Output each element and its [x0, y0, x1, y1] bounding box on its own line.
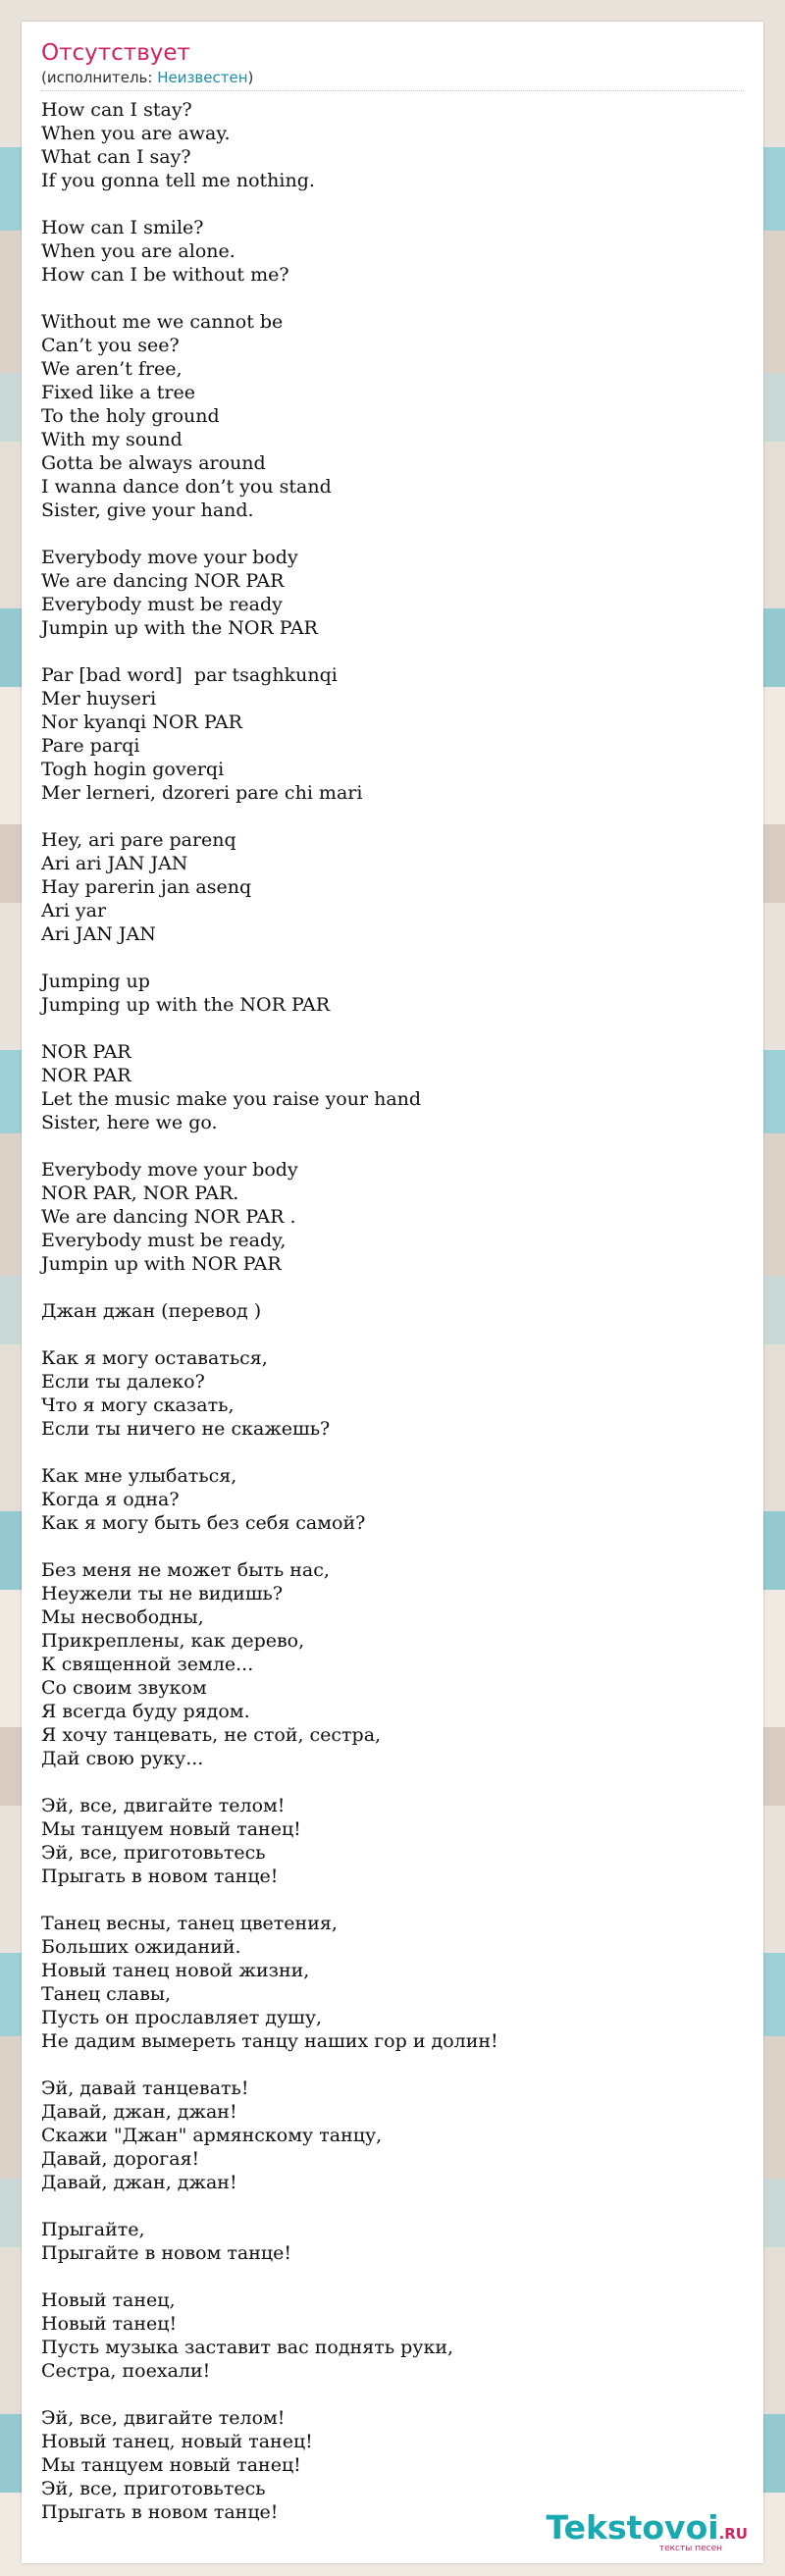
artist-line — [41, 69, 744, 86]
lyrics-card — [22, 22, 763, 2563]
artist-link[interactable]: Неизвестен — [157, 69, 248, 86]
artist-prefix: (исполнитель: — [41, 69, 158, 86]
logo-name: Tekstovoi — [546, 2508, 719, 2547]
header-divider — [41, 90, 744, 91]
site-logo[interactable] — [547, 2510, 748, 2553]
logo-suffix: .RU — [718, 2525, 748, 2543]
logo-tagline: тексты песен — [658, 2544, 722, 2553]
artist-suffix: ) — [247, 69, 254, 86]
song-title: Отсутствует — [41, 40, 190, 66]
song-header — [41, 39, 744, 91]
lyrics-text: How can I stay? When you are away. What can I say? If you gonna tell me nothing. How can I smile? When you are alone. How can I be without me? Without me we cannot be Can’t you see? We aren’t free, Fixed like a tree To the holy ground With my sound Gotta be always around I wanna dance don’t you stand Sister, give your hand. Everybody move your body We are dancing NOR PAR Everybody must be ready Jumpin up with the NOR PAR Par [bad word] par tsaghkunqi Mer huyseri Nor kyanqi NOR PAR Pare parqi Togh hogin goverqi Mer lerneri, dzoreri pare chi mari Hey, ari pare parenq Ari ari JAN JAN Hay parerin jan asenq Ari yar Ari JAN JAN Jumping up Jumping up with the NOR PAR NOR PAR NOR PAR Let the music make you raise your hand Sister, here we go. Everybody move your body NOR PAR, NOR PAR. We are dancing NOR PAR . Everybody must be ready, Jumpin up with NOR PAR Джан джан (перевод ) Как я могу оставаться, Если ты далеко? Что я могу сказать, Если ты ничего не скажешь? Как мне улыбаться, Когда я одна? Как я могу быть без себя самой? Без меня не может быть нас, Неужели ты не видишь? Мы несвободны, Прикреплены, как дерево, К священной земле... Со своим звуком Я всегда буду рядом. Я хочу танцевать, не стой, сестра, Дай свою руку... Эй, все, двигайте телом! Мы танцуем новый танец! Эй, все, приготовьтесь Прыгать в новом танце! Танец весны, танец цветения, Больших ожиданий. Новый танец новой жизни, Танец славы, Пусть он прославляет душу, Не дадим вымереть танцу наших гор и долин! Эй, давай танцевать! Давай, джан, джан! Скажи "Джан" армянскому танцу, Давай, дорогая! Давай, джан, джан! Прыгайте, Прыгайте в новом танце! Новый танец, Новый танец! Пусть музыка заставит вас поднять руки, Сестра, поехали! Эй, все, двигайте телом! Новый танец, новый танец! Мы танцуем новый танец! Эй, все, приготовьтесь Прыгать в новом танце! — [41, 99, 498, 2523]
